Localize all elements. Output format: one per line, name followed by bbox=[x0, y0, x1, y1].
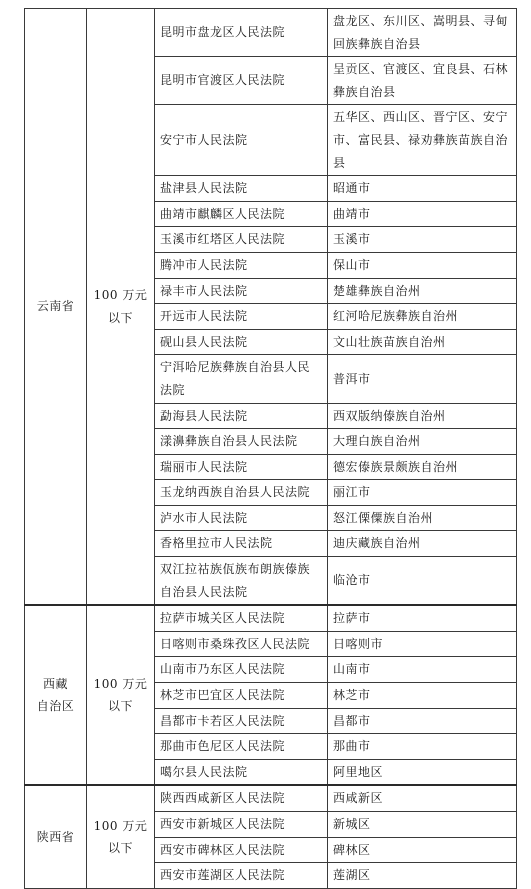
court-name-cell: 日喀则市桑珠孜区人民法院 bbox=[155, 631, 328, 657]
court-name-cell: 瑞丽市人民法院 bbox=[155, 454, 328, 480]
jurisdiction-area-cell: 大理白族自治州 bbox=[328, 429, 517, 455]
court-name-cell: 勐海县人民法院 bbox=[155, 403, 328, 429]
jurisdiction-area-cell: 西双版纳傣族自治州 bbox=[328, 403, 517, 429]
jurisdiction-area-cell: 昌都市 bbox=[328, 708, 517, 734]
table-row bbox=[25, 605, 517, 631]
jurisdiction-area-cell: 拉萨市 bbox=[328, 605, 517, 631]
jurisdiction-area-cell: 迪庆藏族自治州 bbox=[328, 531, 517, 557]
table-body bbox=[25, 9, 517, 889]
court-name-cell: 双江拉祜族佤族布朗族傣族自治县人民法院 bbox=[155, 557, 328, 606]
court-name-cell: 盐津县人民法院 bbox=[155, 176, 328, 202]
jurisdiction-area-cell: 普洱市 bbox=[328, 355, 517, 403]
jurisdiction-area-cell: 西咸新区 bbox=[328, 785, 517, 811]
court-name-cell: 宁洱哈尼族彝族自治县人民法院 bbox=[155, 355, 328, 403]
court-name-cell: 玉龙纳西族自治县人民法院 bbox=[155, 480, 328, 506]
court-name-cell: 昆明市官渡区人民法院 bbox=[155, 57, 328, 105]
jurisdiction-area-cell: 阿里地区 bbox=[328, 759, 517, 785]
jurisdiction-area-cell: 文山壮族苗族自治州 bbox=[328, 329, 517, 355]
table-row bbox=[25, 785, 517, 811]
amount-threshold-cell: 100 万元 以下 bbox=[87, 605, 155, 785]
court-name-cell: 曲靖市麒麟区人民法院 bbox=[155, 201, 328, 227]
jurisdiction-area-cell: 怒江傈僳族自治州 bbox=[328, 505, 517, 531]
province-cell: 西藏 自治区 bbox=[25, 605, 87, 785]
jurisdiction-area-cell: 临沧市 bbox=[328, 557, 517, 606]
jurisdiction-area-cell: 莲湖区 bbox=[328, 863, 517, 889]
court-name-cell: 昌都市卡若区人民法院 bbox=[155, 708, 328, 734]
court-name-cell: 开远市人民法院 bbox=[155, 304, 328, 330]
jurisdiction-area-cell: 曲靖市 bbox=[328, 201, 517, 227]
jurisdiction-area-cell: 林芝市 bbox=[328, 683, 517, 709]
jurisdiction-area-cell: 那曲市 bbox=[328, 734, 517, 760]
court-name-cell: 玉溪市红塔区人民法院 bbox=[155, 227, 328, 253]
court-name-cell: 西安市莲湖区人民法院 bbox=[155, 863, 328, 889]
jurisdiction-area-cell: 碑林区 bbox=[328, 837, 517, 863]
court-jurisdiction-table bbox=[24, 8, 517, 889]
province-cell: 陕西省 bbox=[25, 785, 87, 888]
amount-threshold-cell: 100 万元 以下 bbox=[87, 9, 155, 606]
jurisdiction-area-cell: 盘龙区、东川区、嵩明县、寻甸回族彝族自治县 bbox=[328, 9, 517, 57]
court-name-cell: 那曲市色尼区人民法院 bbox=[155, 734, 328, 760]
jurisdiction-area-cell: 红河哈尼族彝族自治州 bbox=[328, 304, 517, 330]
court-name-cell: 禄丰市人民法院 bbox=[155, 278, 328, 304]
court-name-cell: 腾冲市人民法院 bbox=[155, 252, 328, 278]
court-name-cell: 西安市碑林区人民法院 bbox=[155, 837, 328, 863]
court-name-cell: 泸水市人民法院 bbox=[155, 505, 328, 531]
jurisdiction-area-cell: 昭通市 bbox=[328, 176, 517, 202]
jurisdiction-area-cell: 丽江市 bbox=[328, 480, 517, 506]
amount-threshold-cell: 100 万元 以下 bbox=[87, 785, 155, 888]
court-name-cell: 昆明市盘龙区人民法院 bbox=[155, 9, 328, 57]
court-name-cell: 噶尔县人民法院 bbox=[155, 759, 328, 785]
court-name-cell: 砚山县人民法院 bbox=[155, 329, 328, 355]
province-cell: 云南省 bbox=[25, 9, 87, 606]
court-name-cell: 西安市新城区人民法院 bbox=[155, 812, 328, 838]
jurisdiction-area-cell: 玉溪市 bbox=[328, 227, 517, 253]
court-name-cell: 陕西西咸新区人民法院 bbox=[155, 785, 328, 811]
jurisdiction-area-cell: 日喀则市 bbox=[328, 631, 517, 657]
table-row bbox=[25, 9, 517, 57]
jurisdiction-area-cell: 新城区 bbox=[328, 812, 517, 838]
court-name-cell: 安宁市人民法院 bbox=[155, 105, 328, 176]
court-name-cell: 香格里拉市人民法院 bbox=[155, 531, 328, 557]
court-name-cell: 林芝市巴宜区人民法院 bbox=[155, 683, 328, 709]
jurisdiction-area-cell: 五华区、西山区、晋宁区、安宁市、富民县、禄劝彝族苗族自治县 bbox=[328, 105, 517, 176]
jurisdiction-area-cell: 楚雄彝族自治州 bbox=[328, 278, 517, 304]
jurisdiction-area-cell: 山南市 bbox=[328, 657, 517, 683]
court-name-cell: 漾濞彝族自治县人民法院 bbox=[155, 429, 328, 455]
jurisdiction-area-cell: 呈贡区、官渡区、宜良县、石林彝族自治县 bbox=[328, 57, 517, 105]
jurisdiction-area-cell: 德宏傣族景颇族自治州 bbox=[328, 454, 517, 480]
court-name-cell: 山南市乃东区人民法院 bbox=[155, 657, 328, 683]
jurisdiction-area-cell: 保山市 bbox=[328, 252, 517, 278]
court-name-cell: 拉萨市城关区人民法院 bbox=[155, 605, 328, 631]
